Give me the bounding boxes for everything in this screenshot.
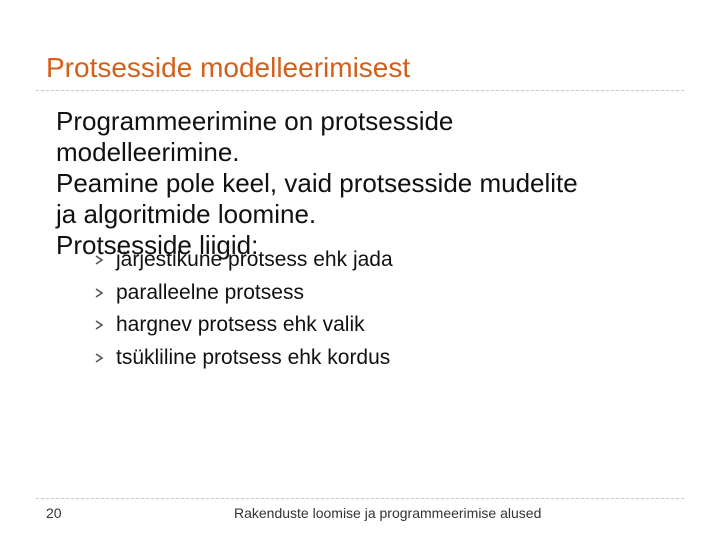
chevron-right-icon	[94, 353, 104, 363]
footer-divider	[36, 498, 684, 499]
bullet-item	[94, 342, 393, 375]
bullet-item	[94, 244, 393, 277]
bullet-item	[94, 277, 393, 310]
bullet-item	[94, 309, 393, 342]
body-line: Peamine pole keel, vaid protsesside mudelite	[56, 168, 578, 198]
bullet-label: järjestikune protsess ehk jada	[116, 248, 393, 271]
body-line: modelleerimine.	[56, 137, 240, 167]
chevron-right-icon	[94, 255, 104, 265]
chevron-right-icon	[94, 320, 104, 330]
title-divider	[36, 90, 684, 91]
body-line: ja algoritmide loomine.	[56, 199, 317, 229]
bullet-label: paralleelne protsess	[116, 280, 304, 304]
body-line: Protsesside liigid:	[56, 230, 259, 260]
slide-title: Protsesside modelleerimisest	[46, 52, 411, 83]
page-number: 20	[46, 505, 62, 521]
bullet-list	[94, 244, 393, 374]
chevron-right-icon	[94, 288, 104, 298]
bullet-label: hargnev protsess ehk valik	[116, 313, 365, 336]
bullet-label: tsükliline protsess ehk kordus	[116, 345, 391, 369]
slide-body	[56, 106, 578, 261]
body-line: Programmeerimine on protsesside	[56, 106, 454, 136]
footer-text: Rakenduste loomise ja programmeerimise alused	[234, 505, 542, 521]
